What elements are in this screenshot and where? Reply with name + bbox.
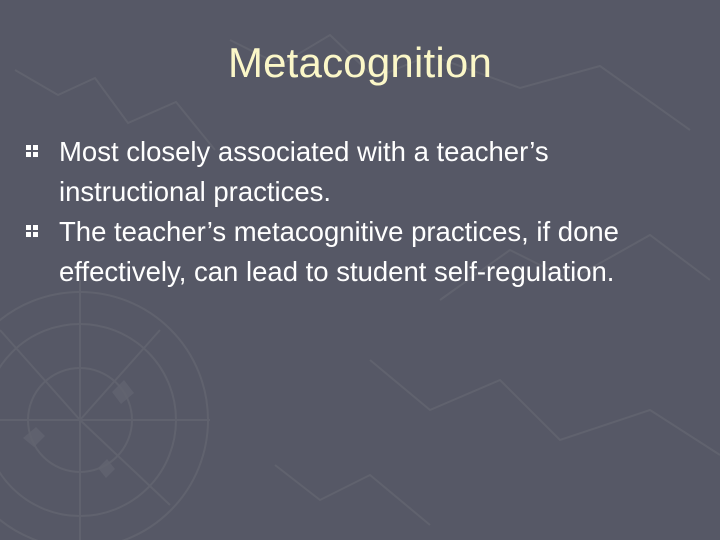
bullet-item [24,212,664,292]
dingbat-bullet-icon [24,143,40,159]
bullet-list [24,132,664,292]
bullet-text: The teacher’s metacognitive practices, if done effectively, can lead to student self-regulation. [59,216,619,287]
dingbat-bullet-icon [24,223,40,239]
bullet-text: Most closely associated with a teacher’s instructional practices. [59,136,549,207]
slide-title: Metacognition [227,39,493,86]
bullet-item [24,132,664,212]
